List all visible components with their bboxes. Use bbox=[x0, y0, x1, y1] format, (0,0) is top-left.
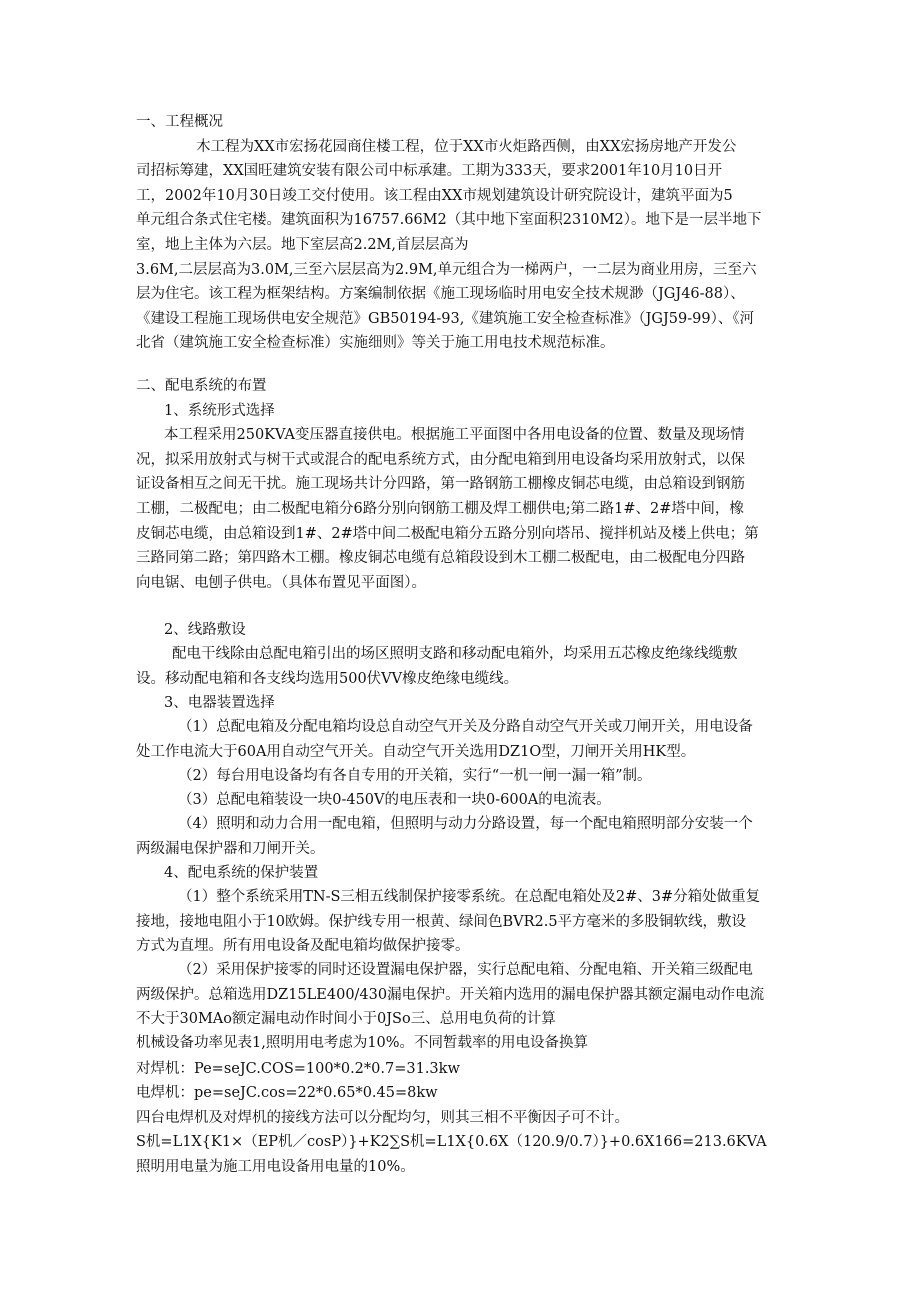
text-line: 机械设备功率见表1,照明用电考虑为10%。不同暂载率的用电设备换算 bbox=[136, 1035, 589, 1052]
text-line: 接地，接地电阻小于10欧姆。保护线专用一根黄、绿间色BVR2.5平方毫米的多股铜软线，敷设 bbox=[136, 913, 747, 930]
text-line: 本工程采用250KVA变压器直接供电。根据施工平面图中各用电设备的位置、数量及现场情 bbox=[164, 427, 745, 444]
text-line: 电焊机：pe=seJC.cos=22*0.65*0.45=8kw bbox=[136, 1085, 438, 1102]
text-line: 单元组合条式住宅楼。建筑面积为16757.66M2（其中地下室面积2310M2）。地下是一层半地下 bbox=[136, 212, 762, 229]
text-line: 工棚，二极配电；由二极配电箱分6路分别向钢筋工棚及焊工棚供电;第二路1#、2#塔中间，橡 bbox=[136, 501, 744, 517]
text-line: 皮铜芯电缆，由总箱设到1#、2#塔中间二极配电箱分五路分别向塔吊、搅拌机站及楼上供电；第 bbox=[136, 525, 759, 542]
text-line: 两级漏电保护器和刀闸开关。 bbox=[136, 840, 325, 857]
text-line: 两级保护。总箱选用DZ15LE400/430漏电保护。开关箱内选用的漏电保护器其额定漏电动作电流 bbox=[136, 986, 765, 1003]
text-line: 司招标筹建，XX国旺建筑安装有限公司中标承建。工期为333天，要求2001年10月10日开 bbox=[136, 163, 723, 180]
text-line: 一、工程概况 bbox=[136, 114, 223, 130]
text-line: 况，拟采用放射式与树干式或混合的配电系统方式，由分配电箱到用电设备均采用放射式，以保 bbox=[136, 451, 745, 468]
text-line: 室，地上主体为六层。地下室层高2.2M,首层层高为 bbox=[136, 237, 469, 253]
text-line: 证设备相互之间无干扰。施工现场共计分四路，第一路钢筋工棚橡皮铜芯电缆，由总箱设到钢筋 bbox=[136, 476, 745, 493]
text-line: 二、配电系统的布置 bbox=[136, 378, 267, 394]
text-line: 3、电器装置选择 bbox=[164, 694, 275, 711]
text-line: 对焊机：Pe=seJC.COS=100*0.2*0.7=31.3kw bbox=[136, 1061, 460, 1077]
text-line: 3.6M,二层层高为3.0M,三至六层层高为2.9M,单元组合为一梯两户，一二层为商业用房，三至六 bbox=[136, 261, 757, 278]
text-line: 不大于30MAo额定漏电动作时间小于0JSo三、总用电负荷的计算 bbox=[136, 1010, 556, 1027]
text-line: （3）总配电箱装设一块0-450V的电压表和一块0-600A的电流表。 bbox=[178, 792, 611, 809]
text-line: 4、配电系统的保护装置 bbox=[164, 865, 319, 881]
text-line: 北省（建筑施工安全检查标准）实施细则》等关于施工用电技术规范标准。 bbox=[136, 335, 615, 352]
text-line: 《建设工程施工现场供电安全规范》GB50194-93,《建筑施工安全检查标准》（JGJ59-99）、《河 bbox=[136, 310, 755, 327]
text-line: （2）采用保护接零的同时还设置漏电保护器，实行总配电箱、分配电箱、开关箱三级配电 bbox=[178, 962, 753, 979]
text-line: 木工程为XX市宏扬花园商住楼工程，位于XX市火炬路西侧，由XX宏扬房地产开发公 bbox=[196, 138, 737, 155]
text-line: 层为住宅。该工程为框架结构。方案编制依据《施工现场临时用电安全技术规渺（JGJ46-88）、 bbox=[136, 286, 745, 303]
text-line: 配电干线除由总配电箱引出的场区照明支路和移动配电箱外，均采用五芯橡皮绝缘线缆敷 bbox=[172, 646, 738, 663]
text-line: 向电锯、电刨子供电。（具体布置见平面图）。 bbox=[136, 574, 426, 591]
text-line: 工，2002年10月30日竣工交付使用。该工程由XX市规划建筑设计研究院设计，建筑平面为5 bbox=[136, 187, 733, 204]
text-line: 2、线路敷设 bbox=[164, 622, 246, 638]
text-line: （2）每台用电设备均有各自专用的开关箱，实行“一机一闸一漏一箱”制。 bbox=[178, 767, 652, 784]
text-line: 处工作电流大于60A用自动空气开关。自动空气开关选用DZ1O型，刀闸开关用HK型。 bbox=[136, 743, 696, 760]
text-line: S机=L1X{K1×（EP机／cosP）}+K2∑S机=L1X{0.6X（120.9/0.7）}+0.6X166=213.6KVA bbox=[136, 1134, 767, 1151]
text-line: （4）照明和动力合用一配电箱，但照明与动力分路设置，每一个配电箱照明部分安装一个 bbox=[178, 816, 753, 833]
text-line: 三路同第二路；第四路木工棚。橡皮铜芯电缆有总箱段设到木工棚二极配电，由二极配电分四路 bbox=[136, 550, 745, 567]
text-line: 四台电焊机及对焊机的接线方法可以分配均匀，则其三相不平衡因子可不计。 bbox=[136, 1109, 629, 1126]
text-line: 照明用电量为施工用电设备用电量的10%。 bbox=[136, 1158, 415, 1175]
text-line: 方式为直埋。所有用电设备及配电箱均做保护接零。 bbox=[136, 937, 470, 954]
text-line: （1）整个系统采用TN-S三相五线制保护接零系统。在总配电箱处及2#、3#分箱处做重复 bbox=[178, 889, 761, 906]
text-line: 1、系统形式选择 bbox=[164, 402, 275, 419]
text-line: （1）总配电箱及分配电箱均设总自动空气开关及分路自动空气开关或刀闸开关，用电设备 bbox=[178, 719, 753, 736]
text-line: 设。移动配电箱和各支线均选用500伏VV橡皮绝缘电缆线。 bbox=[136, 670, 519, 687]
